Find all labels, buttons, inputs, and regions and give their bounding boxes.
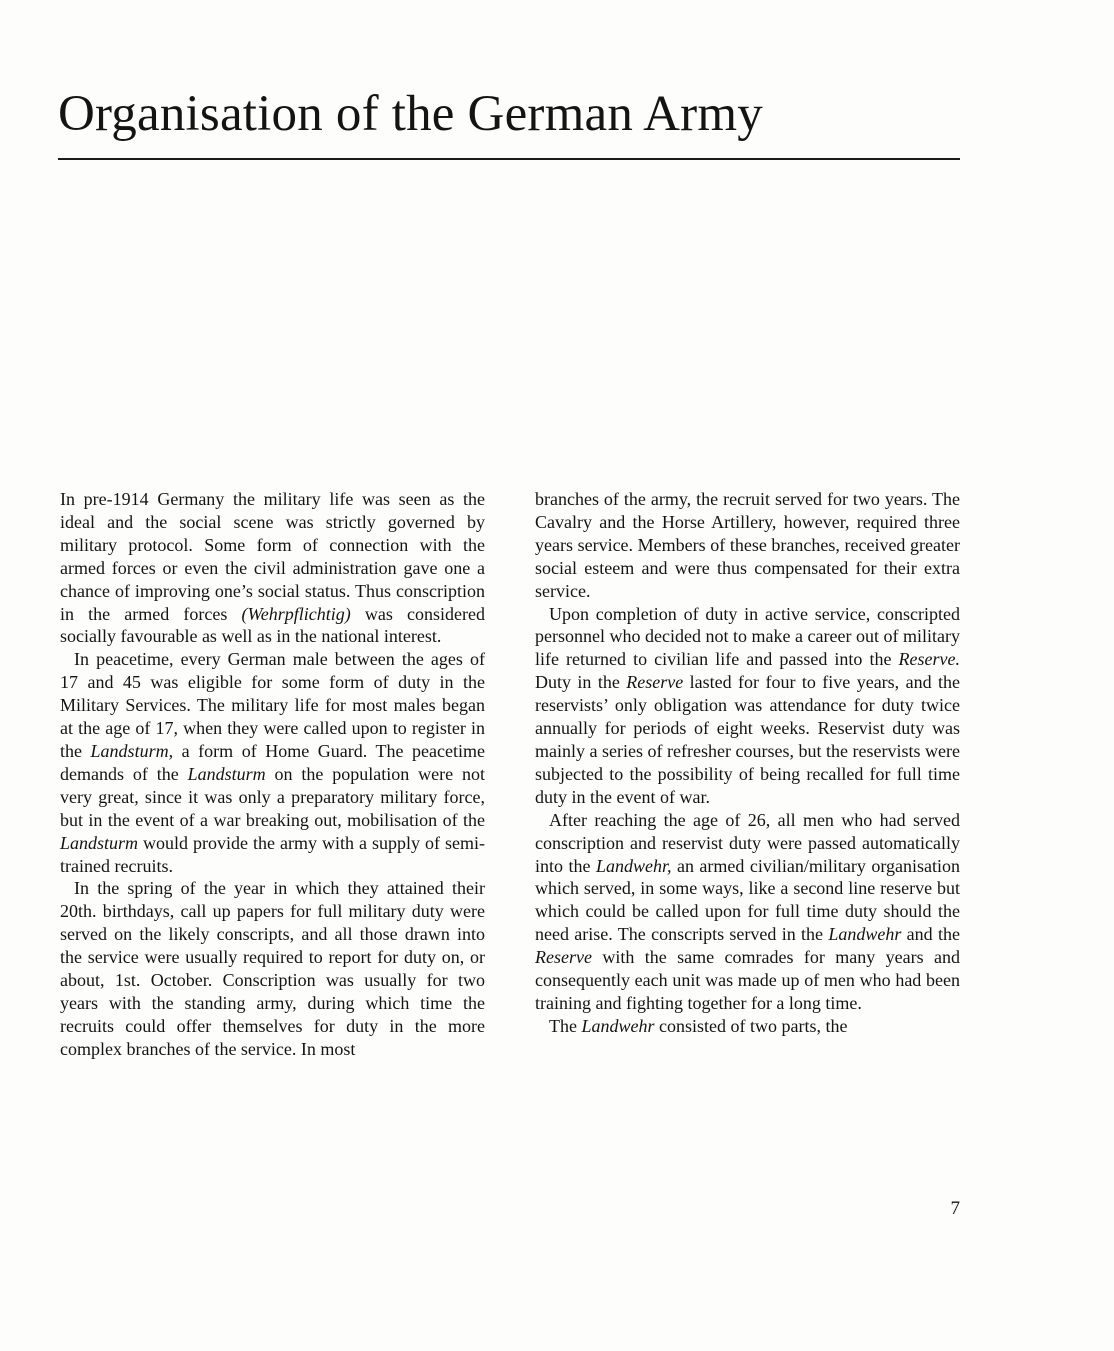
- paragraph-2: In peacetime, every German male between the ages of 17 and 45 was eligible for some form of duty in the Military Services. The military life for most males began at the age of 17, when they were called upon to register in the Landsturm, a form of Home Guard. The peacetime demands of the Landsturm on the population were not very great, since it was only a preparatory military force, but in the event of a war breaking out, mobilisation of the Landsturm would provide the army with a supply of semi-trained recruits.: [60, 649, 485, 876]
- paragraph-3: In the spring of the year in which they attained their 20th. birthdays, call up papers for full military duty were served on the likely conscripts, and all those drawn into the service were usually required to report for duty on, or about, 1st. October. Conscription was usually for two years with the standing army, during which time the recruits could offer themselves for duty in the more complex branches of the service. In most: [60, 878, 485, 1059]
- paragraph-6: After reaching the age of 26, all men who had served conscription and reservist duty were passed automatically into the Landwehr, an armed civilian/military organisation which served, in some ways, like a second line reserve but which could be called upon for full time duty should the need arise. The conscripts served in the Landwehr and the Reserve with the same comrades for many years and consequently each unit was made up of men who had been training and fighting together for a long time.: [535, 809, 961, 1013]
- page-title: Organisation of the German Army: [58, 86, 763, 142]
- paragraph-4: branches of the army, the recruit served for two years. The Cavalry and the Horse Artillery, however, required three years service. Members of these branches, received greater social esteem and were thus compensated for their extra service.: [535, 489, 960, 601]
- title-rule: [58, 158, 960, 160]
- page-number: 7: [950, 1198, 960, 1219]
- right-column: [535, 488, 960, 1038]
- left-column: [60, 488, 485, 1061]
- paragraph-5: Upon completion of duty in active service, conscripted personnel who decided not to make a career out of military life returned to civilian life and passed into the Reserve. Duty in the Reserve lasted for four to five years, and the reservists’ only obligation was attendance for duty twice annually for periods of eight weeks. Reservist duty was mainly a series of refresher courses, but the reservists were subjected to the possibility of being recalled for full time duty in the event of war.: [535, 603, 961, 807]
- paragraph-1: In pre-1914 Germany the military life was seen as the ideal and the social scene was strictly governed by military protocol. Some form of connection with the armed forces or even the civil administration gave one a chance of improving one’s social status. Thus conscription in the armed forces (Wehrpflichtig) was considered socially favourable as well as in the national interest.: [60, 489, 485, 647]
- paragraph-7: The Landwehr consisted of two parts, the: [549, 1015, 848, 1036]
